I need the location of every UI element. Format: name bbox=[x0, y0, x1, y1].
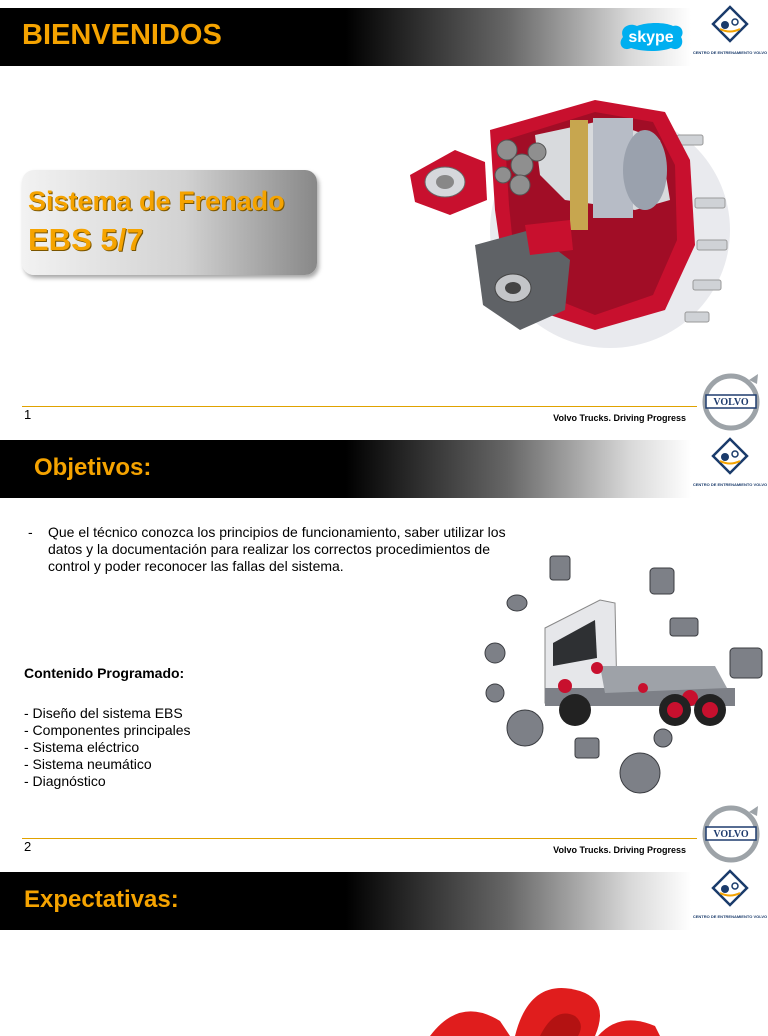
footer-line bbox=[22, 406, 697, 407]
volvo-logo-text: VOLVO bbox=[713, 829, 749, 840]
contenido-list bbox=[24, 705, 191, 790]
skype-logo-text: skype bbox=[628, 29, 674, 46]
list-item: - Componentes principales bbox=[24, 722, 191, 738]
training-center-logo bbox=[692, 442, 768, 496]
title-box bbox=[22, 170, 317, 275]
contenido-heading: Contenido Programado: bbox=[24, 665, 185, 681]
volvo-logo bbox=[700, 371, 762, 433]
skype-logo bbox=[617, 22, 685, 52]
footer-tagline: Volvo Trucks. Driving Progress bbox=[553, 845, 686, 855]
volvo-logo-text: VOLVO bbox=[713, 397, 749, 408]
objective-dash: - bbox=[28, 524, 33, 540]
page-number: 1 bbox=[24, 407, 32, 422]
training-center-logo-text: CENTRO DE ENTRENAMIENTO VOLVO bbox=[692, 914, 768, 919]
slide-title: Expectativas: bbox=[24, 886, 179, 913]
slide-title: BIENVENIDOS bbox=[22, 19, 222, 51]
title-line-1: Sistema de Frenado bbox=[28, 186, 285, 216]
training-center-logo-text: CENTRO DE ENTRENAMIENTO VOLVO bbox=[692, 482, 768, 487]
volvo-logo bbox=[700, 803, 762, 865]
list-item: - Sistema eléctrico bbox=[24, 739, 140, 755]
footer-line bbox=[22, 838, 697, 839]
slide-header bbox=[0, 8, 768, 66]
slide-title: Objetivos: bbox=[34, 454, 152, 481]
training-center-logo bbox=[692, 874, 768, 928]
training-center-logo bbox=[692, 10, 768, 64]
page-number: 2 bbox=[24, 839, 32, 854]
list-item: - Diagnóstico bbox=[24, 773, 106, 789]
objective-text: Que el técnico conozca los principios de funcionamiento, saber utilizar los datos y la documentación para realizar los correctos procedimientos de control y poder reconocer las fallas del sistema. bbox=[48, 524, 506, 574]
slide-2 bbox=[0, 432, 768, 864]
brake-caliper-image bbox=[395, 90, 745, 352]
slide-header bbox=[0, 872, 768, 930]
list-item: - Sistema neumático bbox=[24, 756, 152, 772]
red-graphic bbox=[420, 976, 670, 1036]
slide-1 bbox=[0, 0, 768, 432]
title-line-2: EBS 5/7 bbox=[28, 222, 144, 257]
training-center-logo-text: CENTRO DE ENTRENAMIENTO VOLVO bbox=[692, 50, 768, 55]
slide-header bbox=[0, 440, 768, 498]
list-item: - Diseño del sistema EBS bbox=[24, 705, 183, 721]
footer-tagline: Volvo Trucks. Driving Progress bbox=[553, 413, 686, 423]
slide-3 bbox=[0, 864, 768, 1024]
truck-components-image bbox=[465, 548, 765, 798]
